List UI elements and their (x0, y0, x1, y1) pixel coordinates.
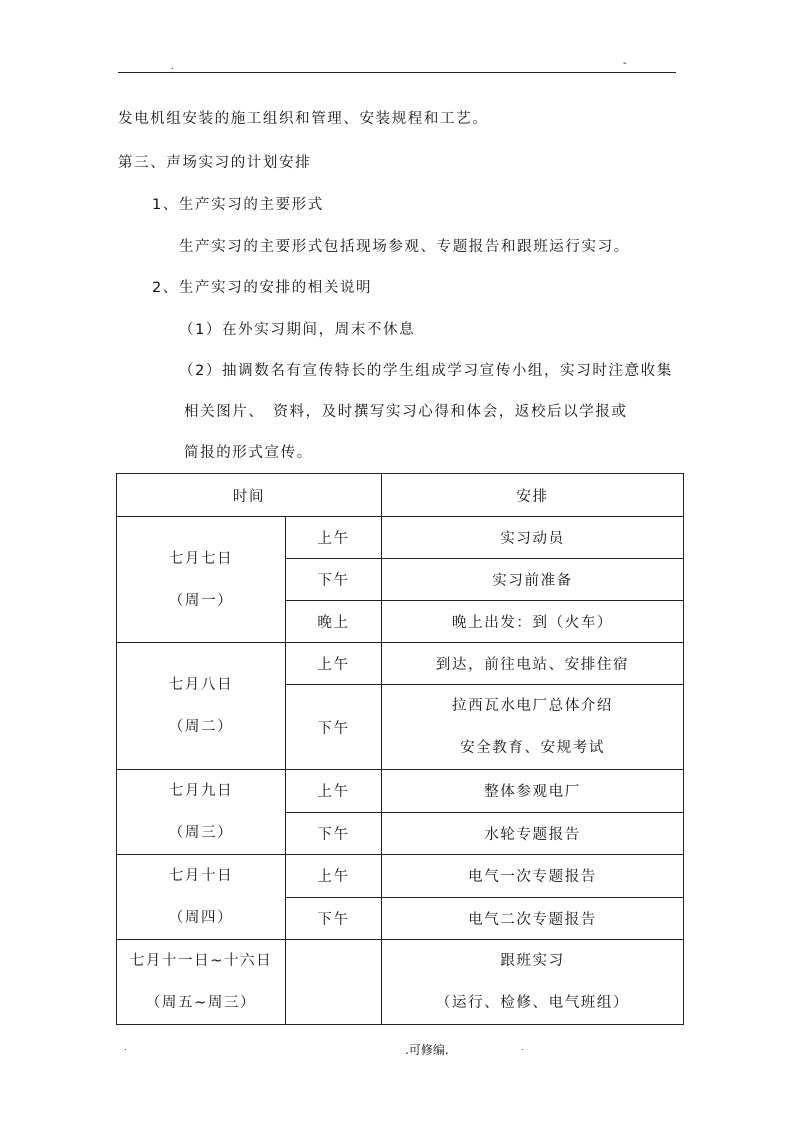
session-cell: 上午 (286, 770, 382, 813)
table-row (117, 855, 684, 898)
header-right-mark: - (623, 58, 627, 69)
weekday-text: （周二） (168, 719, 234, 735)
date-text: 七月七日 (168, 550, 234, 567)
subheading-form: 1、生产实习的主要形式 (152, 197, 324, 213)
date-text: 七月九日 (168, 783, 234, 799)
subheading-arrangement: 2、生产实习的安排的相关说明 (152, 280, 373, 296)
activity-cell: 实习前准备 (382, 559, 684, 601)
paragraph-form-body: 生产实习的主要形式包括现场参观、专题报告和跟班运行实习。 (179, 239, 630, 255)
activity-line: 跟班实习 (500, 953, 565, 969)
date-text: 七月八日 (168, 677, 234, 693)
paragraph-install-org: 发电机组安装的施工组织和管理、安装规程和工艺。 (118, 111, 489, 127)
table-row (117, 770, 684, 813)
session-cell-empty (286, 940, 382, 1025)
activity-line: （运行、检修、电气班组） (435, 995, 630, 1011)
header-rule (118, 72, 676, 73)
weekday-text: （周三） (168, 825, 234, 841)
item-publicity-line2: 相关图片、 资料，及时撰写实习心得和体会，返校后以学报或 (184, 404, 628, 420)
activity-cell: 晚上出发：到（火车） (382, 601, 684, 643)
activity-cell: 电气二次专题报告 (382, 897, 684, 940)
footer-text: .可修编. (405, 1043, 449, 1057)
activity-line: 拉西瓦水电厂总体介绍 (452, 698, 614, 714)
table-row (117, 517, 684, 559)
item-publicity-line3: 简报的形式宣传。 (184, 445, 313, 461)
weekday-text: （周五~周三） (145, 995, 257, 1011)
table-row (117, 940, 684, 1025)
session-cell: 下午 (286, 897, 382, 940)
date-cell (117, 517, 286, 643)
item-no-weekend: （1）在外实习期间，周末不休息 (179, 322, 416, 338)
date-cell (117, 770, 286, 855)
date-cell (117, 855, 286, 940)
activity-line: 安全教育、安规考试 (460, 740, 605, 756)
activity-cell: 到达，前往电站、安排住宿 (382, 643, 684, 685)
session-cell: 下午 (286, 812, 382, 855)
section-heading-plan: 第三、声场实习的计划安排 (118, 155, 312, 171)
date-cell (117, 940, 286, 1025)
session-cell: 上午 (286, 517, 382, 559)
activity-cell: 实习动员 (382, 517, 684, 559)
activity-cell (382, 685, 684, 770)
item-publicity-line1: （2）抽调数名有宣传特长的学生组成学习宣传小组，实习时注意收集 (179, 363, 673, 379)
schedule-table (116, 473, 684, 1025)
session-cell: 上午 (286, 643, 382, 685)
footer-right-mark: . (521, 1043, 524, 1052)
date-text: 七月十日 (168, 868, 234, 884)
weekday-text: （周四） (168, 910, 234, 926)
activity-cell: 整体参观电厂 (382, 770, 684, 813)
activity-cell: 水轮专题报告 (382, 812, 684, 855)
header-time-cell: 时间 (117, 474, 382, 517)
table-row (117, 643, 684, 685)
session-cell: 下午 (286, 685, 382, 770)
activity-cell (382, 940, 684, 1025)
activity-cell: 电气一次专题报告 (382, 855, 684, 898)
table-header-row (117, 474, 684, 517)
header-left-mark: . (171, 62, 174, 71)
footer-left-mark: . (124, 1043, 127, 1052)
date-text: 七月十一日~十六日 (129, 953, 273, 969)
date-cell (117, 643, 286, 770)
session-cell: 下午 (286, 559, 382, 601)
weekday-text: （周一） (168, 592, 234, 609)
header-plan-cell: 安排 (382, 474, 684, 517)
session-cell: 上午 (286, 855, 382, 898)
session-cell: 晚上 (286, 601, 382, 643)
